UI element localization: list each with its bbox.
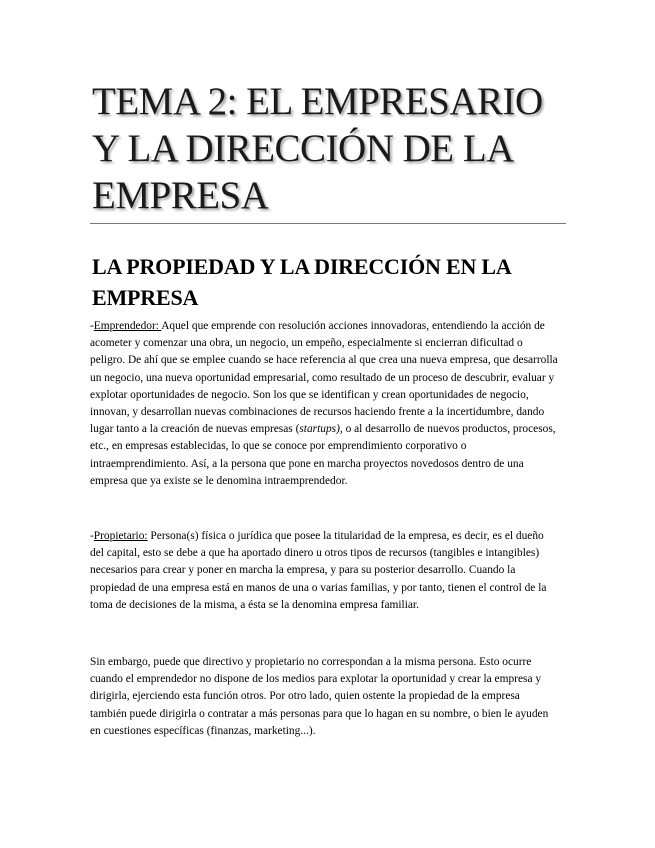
bullet-dash: - bbox=[90, 530, 94, 542]
term-emprendedor: Emprendedor: bbox=[93, 320, 162, 332]
paragraph-sin-embargo: Sin embargo, puede que directivo y propietario no correspondan a la misma persona. Esto ocurre cuando el emprendedor no dispone de los medios para explotar la oportunidad y crear la empresa y dirigirla, ejerciendo esta función otros. Por otro lado, quien ostente la propiedad de la empresa también puede dirigirla o contratar a más personas para que lo hagan en su nombre, o bien le ayuden en cuestiones específicas (finanzas, marketing...). bbox=[90, 656, 549, 737]
definition-text-b: , o al desarrollo de nuevos productos, procesos, etc., en empresas establecidas, lo que se conoce por emprendimiento corporativo o intraemprendimiento. Así, a la persona que pone en marcha proyectos novedosos dentro de una empresa que ya existe se le denomina intraemprendedor. bbox=[90, 423, 556, 487]
title-divider bbox=[90, 223, 566, 224]
definition-text-a: Aquel que emprende con resolución acciones innovadoras, entendiendo la acción de acometer y comenzar una obra, un negocio, un empeño, especialmente si encierran dificultad o peligro. De ahí que se emplee cuando se hace referencia al que crea una nueva empresa, que desarrolla un negocio, una nueva oportunidad empresarial, como resultado de un proceso de descubrir, evaluar y explotar oportunidades de negocio. Son los que se identifican y crean oportunidades de negocio, innovan, y desarrollan nuevas combinaciones de recursos haciendo frente a la incertidumbre, dando lugar tanto a la creación de nuevas empresas ( bbox=[90, 320, 558, 436]
bullet-dash: - bbox=[90, 320, 94, 332]
document-title: TEMA 2: EL EMPRESARIO Y LA DIRECCIÓN DE LA EMPRESA bbox=[92, 80, 543, 217]
section-heading: LA PROPIEDAD Y LA DIRECCIÓN EN LA EMPRESA bbox=[92, 254, 511, 310]
definition-text: Persona(s) física o jurídica que posee la titularidad de la empresa, es decir, es el dueño del capital, esto se debe a que ha aportado dinero u otros tipos de recursos (tangibles e intangibles) necesarios para crear y poner en marcha la empresa, y para su posterior desarrollo. Cuando la propiedad de una empresa está en manos de una o varias familias, y por tanto, tienen el control de la toma de decisiones de la misma, a ésta se la denomina empresa familiar. bbox=[90, 530, 547, 611]
italic-startups: startups) bbox=[299, 423, 340, 436]
term-propietario: Propietario: bbox=[93, 530, 148, 542]
paragraph-emprendedor bbox=[90, 318, 558, 490]
paragraph-propietario bbox=[90, 528, 558, 614]
